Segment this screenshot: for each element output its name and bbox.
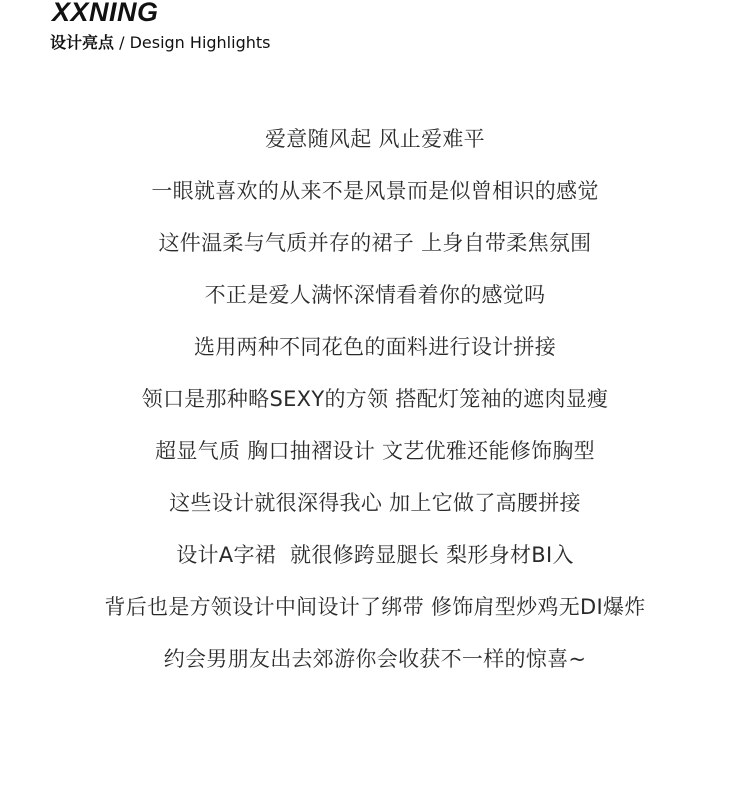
description-line: 选用两种不同花色的面料进行设计拼接 [193, 335, 557, 359]
description-line: 一眼就喜欢的从来不是风景而是似曾相识的感觉 [151, 179, 599, 203]
description-line: 爱意随风起 风止爱难平 [265, 127, 485, 151]
section-subtitle [50, 32, 270, 54]
description-line: 设计A字裙 就很修跨显腿长 梨形身材BI入 [176, 543, 574, 567]
subtitle-separator: / [114, 33, 130, 52]
description-line: 约会男朋友出去郊游你会收获不一样的惊喜~ [163, 647, 587, 671]
subtitle-english: Design Highlights [129, 33, 271, 52]
description-line: 超显气质 胸口抽褶设计 文艺优雅还能修饰胸型 [155, 439, 595, 463]
description-line: 这些设计就很深得我心 加上它做了高腰拼接 [169, 491, 581, 515]
brand-logo: XXNING [52, 0, 159, 27]
description-line: 背后也是方领设计中间设计了绑带 修饰肩型炒鸡无DI爆炸 [104, 595, 646, 619]
description-line: 不正是爱人满怀深情看着你的感觉吗 [204, 283, 546, 307]
subtitle-chinese: 设计亮点 [50, 33, 115, 52]
description-line: 这件温柔与气质并存的裙子 上身自带柔焦氛围 [158, 231, 592, 255]
description-line: 领口是那种略SEXY的方领 搭配灯笼袖的遮肉显瘦 [141, 387, 609, 411]
description-lines [0, 121, 750, 693]
